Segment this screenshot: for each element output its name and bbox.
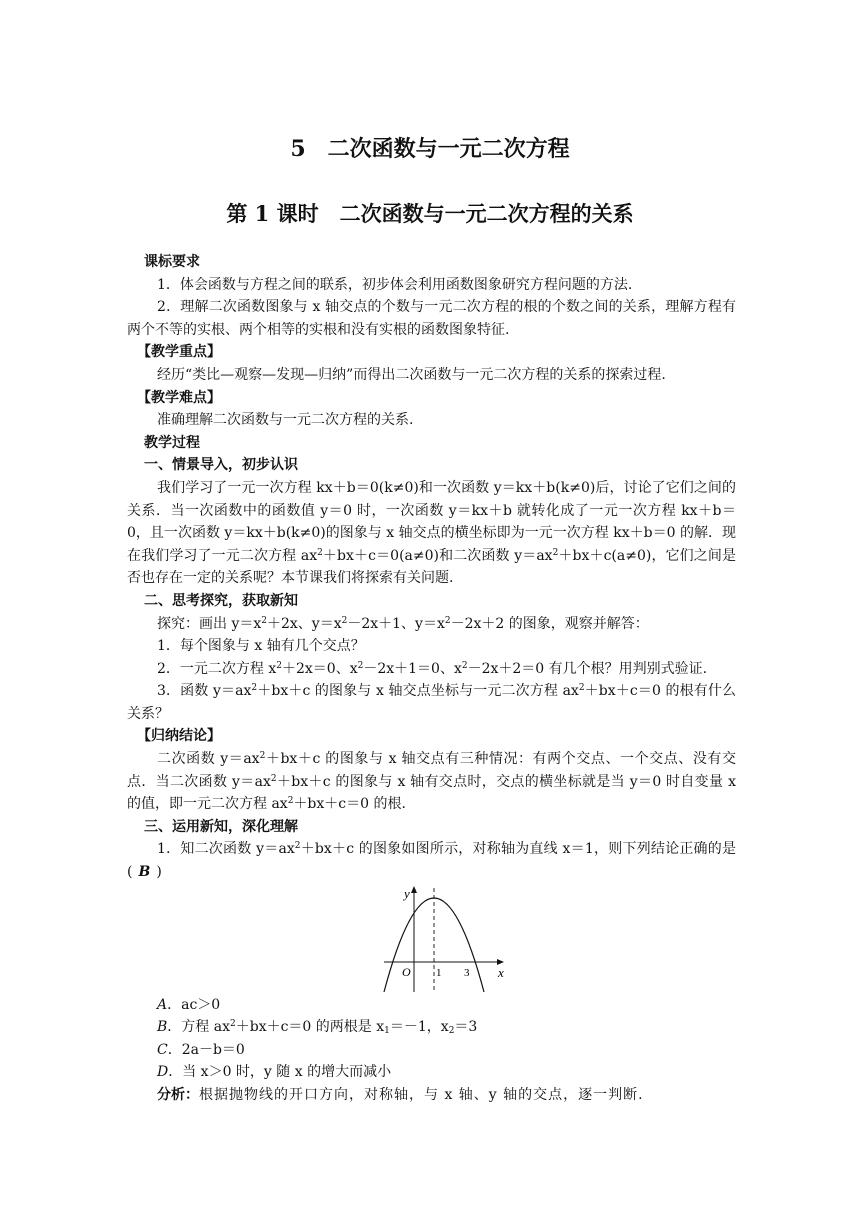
- y-axis-label: y: [404, 885, 410, 901]
- x-axis-label: x: [498, 964, 504, 980]
- option-c: C．2a－b＝0: [157, 1041, 245, 1058]
- option-b: B．方程 $ax^2+bx+c=0$ 的两根是 $x_1=-1$，$x_2=3$: [157, 1019, 478, 1037]
- answer-mark: B: [138, 864, 151, 881]
- heading-zhongdian: 【教学重点】: [137, 344, 221, 361]
- heading-jxgc: 教学过程: [144, 434, 200, 451]
- chapter-title: 5 二次函数与一元二次方程: [290, 136, 570, 162]
- conclusion-text: 二次函数 $y=ax^2+bx+c$ 的图象与 x 轴交点有三种情况：有两个交点、一个交点、没有交点．当二次函数 $y=ax^2+bx+c$ 的图象与 x 轴有交点时，交点的横坐标就是当 y＝0 时自变量 x 的值，即一元二次方程 $ax^2+bx+c=0$ 的根.: [127, 751, 736, 813]
- question-1: 1．每个图象与 x 轴有几个交点？: [157, 638, 365, 655]
- option-a: A．ac＞0: [157, 996, 221, 1013]
- parabola-figure: [127, 884, 736, 994]
- kbyq-item-1: 1．体会函数与方程之间的联系，初步体会利用函数图象研究方程问题的方法.: [157, 276, 633, 293]
- zhongdian-text: 经历“类比—观察—发现—归纳”而得出二次函数与一元二次方程的关系的探索过程.: [157, 366, 666, 383]
- nandian-text: 准确理解二次函数与一元二次方程的关系.: [157, 412, 414, 429]
- question-2: 2．一元二次方程 $x^2+2x=0$、$x^2-2x+1=0$、$x^2-2x+2=0$ 有几个根？用判别式验证.: [157, 660, 708, 677]
- heading-section-1: 一、情景导入，初步认识: [144, 457, 298, 474]
- lesson-title: 第 1 课时 二次函数与一元二次方程的关系: [226, 201, 634, 226]
- heading-nandian: 【教学难点】: [137, 389, 221, 406]
- document-body: [127, 251, 736, 1107]
- tick-label-1: 1: [436, 966, 442, 979]
- kbyq-item-2: 2．理解二次函数图象与 x 轴交点的个数与一元二次方程的根的个数之间的关系，理解方程有两个不等的实根、两个相等的实根和没有实根的函数图象特征.: [127, 299, 736, 338]
- heading-section-2: 二、思考探究，获取新知: [144, 592, 298, 609]
- explore-text: 探究：画出 $y=x^2+2x$、$y=x^2-2x+1$、$y=x^2-2x+2$ 的图象，观察并解答：: [157, 615, 649, 632]
- tick-label-3: 3: [464, 966, 470, 979]
- question-3: 3．函数 $y=ax^2+bx+c$ 的图象与 x 轴交点坐标与一元二次方程 $ax^2+bx+c=0$ 的根有什么关系？: [127, 683, 736, 722]
- option-d: D．当 x＞0 时，y 随 x 的增大而减小: [157, 1064, 392, 1081]
- analysis-text: 分析：根据抛物线的开口方向，对称轴，与 x 轴、y 轴的交点，逐一判断.: [157, 1087, 644, 1103]
- heading-conclusion: 【归纳结论】: [137, 728, 221, 745]
- origin-label: O: [402, 964, 411, 979]
- section-1-text: 我们学习了一元一次方程 kx＋b＝0(k≠0)和一次函数 y＝kx＋b(k≠0)后，讨论了它们之间的关系．当一次函数中的函数值 y＝0 时，一次函数 y＝kx＋b 就转化成了一元一次方程 kx＋b＝0，且一次函数 y＝kx＋b(k≠0)的图象与 x 轴交点的横坐标即为一元一次方程 kx＋b＝0 的解．现在我们学习了一元二次方程 $ax^2+bx+c=0(a\ne 0)$和二次函数 $y=ax^2+bx+c(a\ne 0)$，它们之间是否也存在一定的关系呢？本节课我们将探索有关问题.: [127, 479, 736, 587]
- heading-kbyq: 课标要求: [144, 254, 200, 270]
- example-1-text: 1．知二次函数 $y=ax^2+bx+c$ 的图象如图所示，对称轴为直线 x＝1，则下列结论正确的是( B ): [127, 841, 736, 881]
- heading-section-3: 三、运用新知，深化理解: [144, 818, 298, 835]
